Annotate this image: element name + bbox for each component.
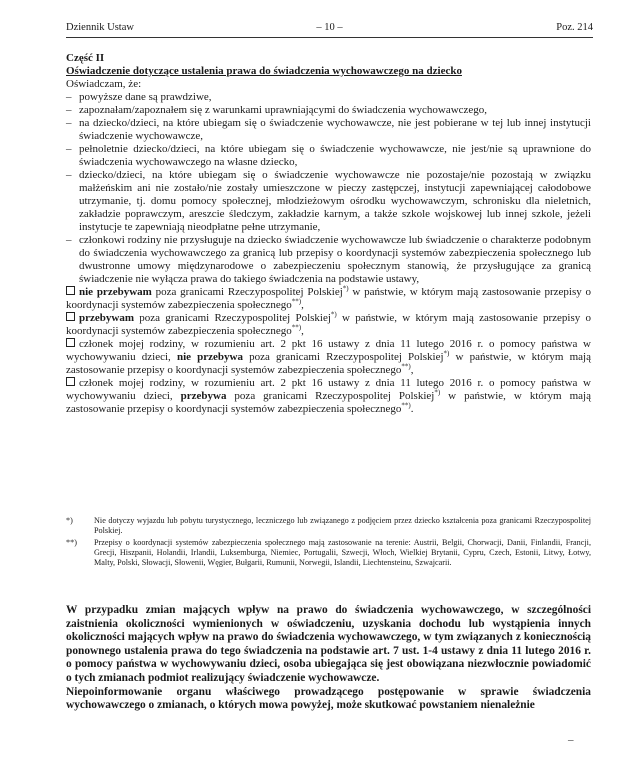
- footnote-mark: *): [66, 516, 73, 525]
- declaration-section: [66, 52, 591, 416]
- checkbox[interactable]: [66, 312, 75, 321]
- footnote-ref: **): [401, 362, 411, 371]
- notice-paragraph: W przypadku zmian mających wpływ na prawo do świadczenia wychowawczego, w szczególności zaistnienia okoliczności wymienionych w oświadczeniu, uzyskania dochodu lub wystąpienia innych okoliczności mających wpływ na prawo do świadczenia wychowawczego, w tym związanych z koniecznością ponownego ustalenia prawa do tego świadczenia na podstawie art. 7 ust. 1-4 ustawy z dnia 11 lutego 2016 r. o pomocy państwa w wychowywaniu dzieci, osoba ubiegająca się jest obowiązana niezwłocznie powiadomić o tych zmianach podmiot realizujący świadczenie wychowawcze.: [66, 604, 591, 684]
- page-header: [66, 22, 593, 36]
- declaration-bullet: [66, 117, 591, 143]
- option-end: ,: [410, 364, 414, 376]
- checkbox-option-abroad: [66, 312, 591, 338]
- header-rule: [66, 37, 593, 38]
- journal-name: Dziennik Ustaw: [66, 22, 134, 33]
- checkbox[interactable]: [66, 377, 75, 386]
- footnote-text: Nie dotyczy wyjazdu lub pobytu turystycznego, leczniczego lub związanego z podjęciem przez dziecko kształcenia poza granicami Rzeczypospolitej Polskiej.: [94, 516, 591, 535]
- dash-marker: –: [66, 169, 72, 181]
- position-number: Poz. 214: [556, 22, 593, 33]
- bullet-text: zapoznałam/zapoznałem się z warunkami uprawniającymi do świadczenia wychowawczego,: [79, 104, 488, 116]
- bullet-text: na dziecko/dzieci, na które ubiegam się o świadczenie wychowawcze, nie jest pobierane w tej lub innej instytucji świadczenie wychowawcze,: [79, 117, 591, 142]
- option-text: członek mojej rodziny, w rozumieniu art. 2 pkt 16 ustawy z dnia 11 lutego 2016 r. o pomocy państwa w wychowywaniu dzieci,: [66, 377, 591, 402]
- dash-marker: –: [66, 234, 72, 246]
- page-end-mark: –: [568, 734, 574, 746]
- declaration-bullet: [66, 234, 591, 286]
- bullet-text: członkowi rodziny nie przysługuje na dziecko świadczenie wychowawcze lub świadczenie o charakterze podobnym do świadczenia wychowawczego za granicą lub przepisy o koordynacji systemów zabezpieczenia społecznego lub dwustronne umowy międzynarodowe o zabezpieczeniu społecznym stanowią, że przysługujące za granicą świadczenie nie wyłącza prawa do takiego świadczenia na podstawie ustawy,: [79, 234, 591, 285]
- option-text: w państwie, w którym mają zastosowanie przepisy o koordynacji systemów zabezpieczenia społecznego: [66, 390, 591, 415]
- footnote: [66, 516, 591, 536]
- option-bold-lead: nie przebywam: [79, 286, 152, 298]
- declaration-bullet: [66, 169, 591, 234]
- dash-marker: –: [66, 117, 72, 129]
- notice-paragraph: Niepoinformowanie organu właściwego prowadzącego postępowanie w sprawie świadczenia wychowawczego o zmianach, o których mowa powyżej, może skutkować powstaniem nienależnie: [66, 685, 591, 712]
- declaration-bullet: [66, 143, 591, 169]
- declaration-intro: Oświadczam, że:: [66, 78, 142, 90]
- page-number: – 10 –: [316, 22, 343, 33]
- footnote-ref: **): [291, 297, 302, 306]
- part-heading: Część II: [66, 52, 105, 64]
- option-text: członek mojej rodziny, w rozumieniu art. 2 pkt 16 ustawy z dnia 11 lutego 2016 r. o pomocy państwa w wychowywaniu dzieci,: [66, 338, 591, 363]
- option-end: ,: [301, 299, 304, 311]
- bullet-text: dziecko/dzieci, na które ubiegam się o świadczenie wychowawcze nie pozostaje/nie pozostają w związku małżeńskim ani nie zostało/nie zostały umieszczone w pieczy zastępczej, instytucji zapewniającej całodobowe utrzymanie, tj. domu pomocy społecznej, młodzieżowym ośrodku wychowawczym, schronisku dla nieletnich, zakładzie poprawczym, areszcie śledczym, zakładzie karnym, a także szkole wojskowej lub innej szkole, jeżeli instytucje te zapewniają nieodpłatne pełne utrzymanie,: [79, 169, 591, 233]
- footnote-ref: **): [401, 401, 411, 410]
- option-text: w państwie, w którym mają zastosowanie przepisy o koordynacji systemów zabezpieczenia społecznego: [66, 351, 591, 376]
- footnote-mark: **): [66, 538, 77, 547]
- option-bold-mid: przebywa: [180, 390, 227, 402]
- checkbox-option-member-abroad: [66, 377, 591, 416]
- dash-marker: –: [66, 91, 72, 103]
- dash-marker: –: [66, 143, 72, 155]
- option-bold-mid: nie przebywa: [176, 351, 243, 363]
- bullet-text: powyższe dane są prawdziwe,: [79, 91, 212, 103]
- footnote-ref: *): [330, 310, 337, 319]
- notice-section: [66, 604, 591, 713]
- checkbox[interactable]: [66, 338, 75, 347]
- footnote-ref: **): [291, 323, 302, 332]
- footnotes: [66, 516, 591, 570]
- bullet-text: pełnoletnie dziecko/dzieci, na które ubiegam się o świadczenie wychowawcze, nie jest/nie są uprawnione do świadczenia wychowawczego na własne dziecko,: [79, 143, 591, 168]
- footnote-ref: *): [342, 284, 349, 293]
- dash-marker: –: [66, 104, 72, 116]
- footnote: [66, 538, 591, 568]
- checkbox-option-member-not-abroad: [66, 338, 591, 377]
- option-bold-lead: przebywam: [79, 312, 134, 324]
- option-text: poza granicami Rzeczypospolitej Polskiej: [226, 390, 435, 402]
- declaration-bullet: [66, 104, 591, 117]
- option-text: poza granicami Rzeczypospolitej Polskiej: [151, 286, 343, 298]
- checkbox-option-not-abroad: [66, 286, 591, 312]
- declaration-bullet: [66, 91, 591, 104]
- footnote-text: Przepisy o koordynacji systemów zabezpieczenia społecznego mają zastosowanie na terenie: Austrii, Belgii, Chorwacji, Danii, Finlandii, Francji, Grecji, Hiszpanii, Holandii, Irlandii, Luksemburga, Niemiec, Portugalii, Szwecji, Włoch, Wielkiej Brytanii, Cypru, Czech, Estonii, Litwy, Łotwy, Malty, Polski, Słowacji, Słowenii, Węgier, Bułgarii, Rumunii, Norwegii, Islandii, Liechtensteinu, Szwajcarii.: [94, 538, 591, 567]
- option-text: poza granicami Rzeczypospolitej Polskiej: [242, 351, 444, 363]
- footnote-ref: *): [434, 388, 441, 397]
- footnote-ref: *): [443, 349, 450, 358]
- option-end: .: [410, 403, 414, 415]
- option-text: poza granicami Rzeczypospolitej Polskiej: [134, 312, 331, 324]
- option-text: w państwie, w którym mają zastosowanie przepisy o koordynacji systemów zabezpieczenia społecznego: [66, 286, 592, 311]
- option-text: w państwie, w którym mają zastosowanie przepisy o koordynacji systemów zabezpieczenia społecznego: [66, 312, 591, 337]
- section-title: Oświadczenie dotyczące ustalenia prawa do świadczenia wychowawczego na dziecko: [66, 65, 462, 77]
- checkbox[interactable]: [66, 286, 75, 295]
- option-end: ,: [301, 325, 304, 337]
